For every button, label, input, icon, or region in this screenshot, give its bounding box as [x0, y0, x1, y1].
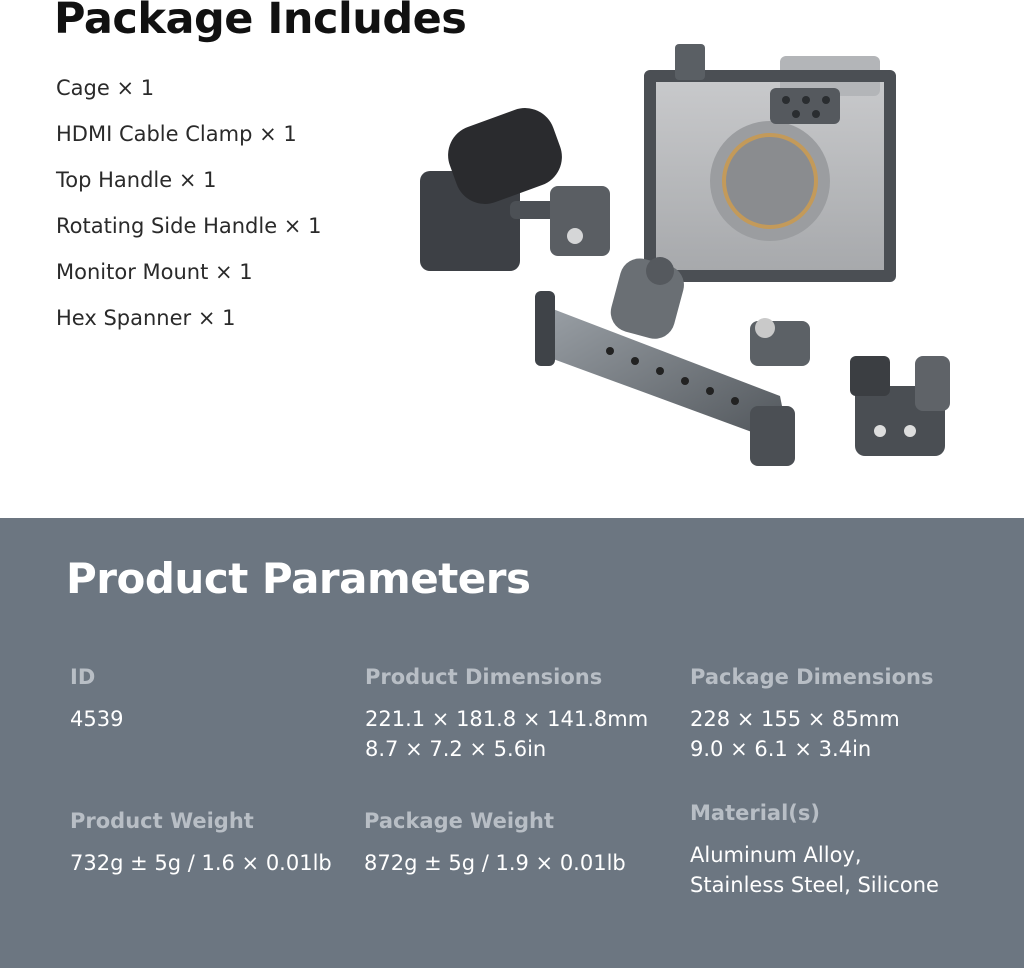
package-item: Cage × 1 — [56, 76, 155, 100]
package-includes-title: Package Includes — [54, 0, 467, 44]
param-value-line: 872g ± 5g / 1.9 × 0.01lb — [364, 851, 626, 875]
monitor-mount-icon — [850, 356, 950, 456]
product-parameters-title: Product Parameters — [66, 554, 531, 603]
param-product-dimensions — [365, 662, 648, 764]
param-product-weight — [70, 806, 332, 878]
package-item: HDMI Cable Clamp × 1 — [56, 122, 297, 146]
package-item: Top Handle × 1 — [56, 168, 217, 192]
param-value-line: 732g ± 5g / 1.6 × 0.01lb — [70, 851, 332, 875]
param-value-line: 8.7 × 7.2 × 5.6in — [365, 737, 547, 761]
param-label: Material(s) — [690, 801, 820, 825]
top-handle-icon — [420, 100, 610, 271]
hdmi-clamp-icon — [750, 318, 810, 366]
product-parameters-section — [0, 518, 1024, 968]
param-value — [70, 848, 332, 878]
param-value-line: 228 × 155 × 85mm — [690, 707, 900, 731]
param-value-line: 4539 — [70, 707, 124, 731]
param-value — [364, 848, 626, 878]
package-item: Rotating Side Handle × 1 — [56, 214, 322, 238]
param-value-line: Stainless Steel, Silicone — [690, 873, 939, 897]
package-item: Hex Spanner × 1 — [56, 306, 236, 330]
param-label: Package Weight — [364, 809, 555, 833]
package-items-list — [56, 70, 321, 346]
param-value — [70, 704, 123, 734]
product-kit-image — [410, 36, 970, 476]
param-value-line: 221.1 × 181.8 × 141.8mm — [365, 707, 649, 731]
param-value-line: 9.0 × 6.1 × 3.4in — [690, 737, 872, 761]
camera-cage-icon — [650, 44, 890, 276]
param-label: ID — [70, 665, 96, 689]
param-label: Product Weight — [70, 809, 254, 833]
param-package-weight — [364, 806, 626, 878]
param-label: Package Dimensions — [690, 665, 934, 689]
package-item: Monitor Mount × 1 — [56, 260, 253, 284]
param-value — [690, 840, 939, 900]
param-package-dimensions — [690, 662, 933, 764]
param-value-line: Aluminum Alloy, — [690, 843, 862, 867]
param-value — [365, 704, 648, 764]
param-materials — [690, 798, 939, 900]
param-id — [70, 662, 123, 734]
param-value — [690, 704, 933, 764]
param-label: Product Dimensions — [365, 665, 603, 689]
